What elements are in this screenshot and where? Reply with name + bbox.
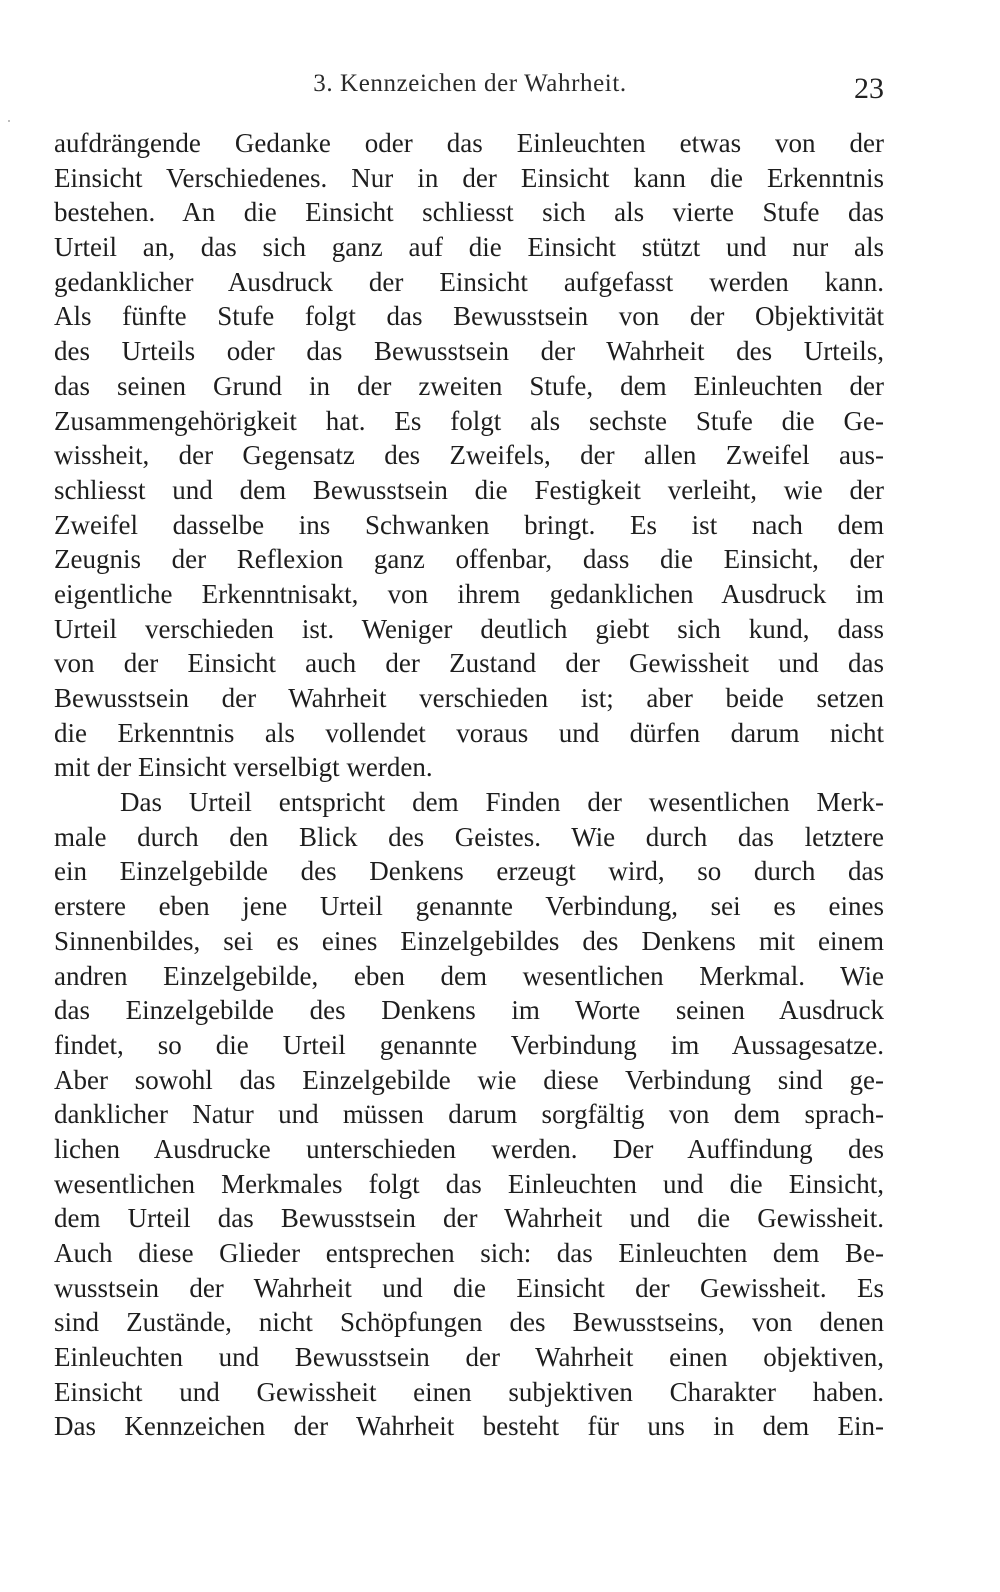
text-line: Einsicht und Gewissheit einen subjektiven Charakter haben. bbox=[54, 1376, 884, 1407]
text-line: dem Urteil das Bewusstsein der Wahrheit und die Gewissheit. bbox=[54, 1203, 884, 1234]
text-line: lichen Ausdrucke unterschieden werden. Der Auffindung des bbox=[54, 1133, 884, 1164]
text-line: Urteil an, das sich ganz auf die Einsicht stützt und nur als bbox=[54, 232, 884, 263]
text-line: mit der Einsicht verselbigt werden. bbox=[54, 752, 433, 783]
text-line: Aber sowohl das Einzelgebilde wie diese Verbindung sind ge- bbox=[54, 1064, 884, 1095]
text-line: Einsicht Verschiedenes. Nur in der Einsicht kann die Erkenntnis bbox=[54, 162, 884, 193]
text-line: wissheit, der Gegensatz des Zweifels, der allen Zweifel aus- bbox=[54, 440, 884, 471]
text-line: gedanklicher Ausdruck der Einsicht aufgefasst werden kann. bbox=[54, 266, 884, 297]
text-line: erstere eben jene Urteil genannte Verbindung, sei es eines bbox=[54, 891, 884, 922]
running-title: 3. Kennzeichen der Wahrheit. bbox=[313, 70, 627, 97]
text-line: Zusammengehörigkeit hat. Es folgt als sechste Stufe die Ge- bbox=[54, 405, 884, 436]
page-number: 23 bbox=[854, 72, 884, 105]
text-line: schliesst und dem Bewusstsein die Festigkeit verleiht, wie der bbox=[54, 474, 884, 505]
text-line: Auch diese Glieder entsprechen sich: das Einleuchten dem Be- bbox=[54, 1238, 884, 1268]
text-line: Das Urteil entspricht dem Finden der wesentlichen Merk- bbox=[120, 787, 884, 818]
running-head bbox=[0, 70, 1000, 110]
text-line: sind Zustände, nicht Schöpfungen des Bewusstseins, von denen bbox=[54, 1307, 884, 1338]
body-text bbox=[54, 126, 884, 1444]
text-line: Als fünfte Stufe folgt das Bewusstsein von der Objektivität bbox=[54, 301, 884, 332]
text-line: danklicher Natur und müssen darum sorgfältig von dem sprach- bbox=[54, 1099, 884, 1130]
text-line: die Erkenntnis als vollendet voraus und dürfen darum nicht bbox=[54, 717, 884, 748]
text-line: eigentliche Erkenntnisakt, von ihrem gedanklichen Ausdruck im bbox=[54, 578, 884, 609]
text-line: andren Einzelgebilde, eben dem wesentlichen Merkmal. Wie bbox=[54, 960, 884, 991]
text-line: ein Einzelgebilde des Denkens erzeugt wird, so durch das bbox=[54, 856, 884, 887]
text-line: findet, so die Urteil genannte Verbindung im Aussagesatze. bbox=[54, 1029, 884, 1060]
text-line: Zeugnis der Reflexion ganz offenbar, dass die Einsicht, der bbox=[54, 544, 884, 575]
text-line: von der Einsicht auch der Zustand der Gewissheit und das bbox=[54, 648, 884, 679]
text-line: aufdrängende Gedanke oder das Einleuchten etwas von der bbox=[54, 128, 884, 158]
text-line: Einleuchten und Bewusstsein der Wahrheit einen objektiven, bbox=[54, 1342, 884, 1373]
text-line: das Einzelgebilde des Denkens im Worte seinen Ausdruck bbox=[54, 995, 884, 1026]
text-line: Zweifel dasselbe ins Schwanken bringt. Es ist nach dem bbox=[54, 509, 884, 540]
text-line: wusstsein der Wahrheit und die Einsicht der Gewissheit. Es bbox=[54, 1272, 884, 1303]
text-line: Urteil verschieden ist. Weniger deutlich giebt sich kund, dass bbox=[54, 613, 884, 644]
text-line: Sinnenbildes, sei es eines Einzelgebildes des Denkens mit einem bbox=[54, 925, 884, 956]
text-line: das seinen Grund in der zweiten Stufe, dem Einleuchten der bbox=[54, 370, 884, 401]
text-line: Das Kennzeichen der Wahrheit besteht für uns in dem Ein- bbox=[54, 1411, 884, 1442]
margin-speck bbox=[8, 120, 10, 122]
text-line: wesentlichen Merkmales folgt das Einleuchten und die Einsicht, bbox=[54, 1168, 884, 1199]
text-line: male durch den Blick des Geistes. Wie durch das letztere bbox=[54, 821, 884, 852]
text-line: Bewusstsein der Wahrheit verschieden ist; aber beide setzen bbox=[54, 683, 884, 713]
text-line: bestehen. An die Einsicht schliesst sich als vierte Stufe das bbox=[54, 197, 884, 228]
text-line: des Urteils oder das Bewusstsein der Wahrheit des Urteils, bbox=[54, 336, 884, 367]
